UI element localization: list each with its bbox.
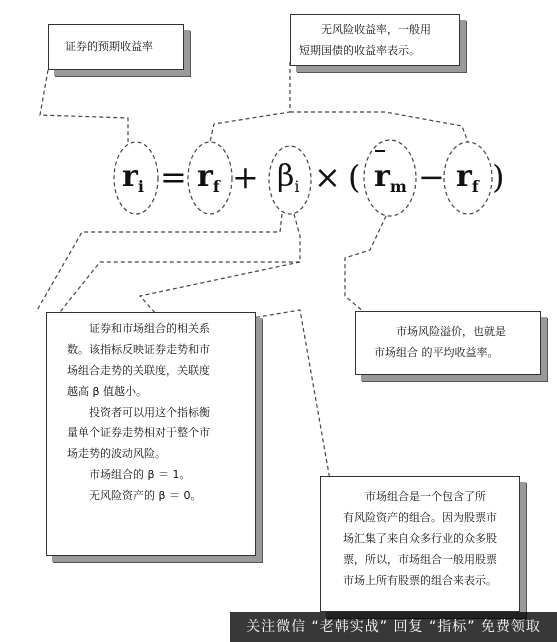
beta-p2-l2: 量单个证券走势相对于整个市 [67,426,210,440]
expected-return-label: 证券的预期收益率 [65,40,153,53]
market-line-3: 场汇集了来自众多行业的众多股 [343,531,497,545]
formula-r-m: $r_m$ [374,159,407,196]
formula-right-paren: ) [492,158,505,196]
market-line-1: 市场组合是一个包含了所 [365,490,486,503]
beta-line-3: 市场组合的 β ＝ 1。 [89,468,191,482]
formula-r-i: $r_i$ [122,159,144,196]
beta-p1-l4: 越高 β 值越小。 [67,384,148,398]
beta-p1-l1: 证券和市场组合的相关系 [89,322,210,335]
formula-r-f: $r_f$ [197,159,220,196]
market-portfolio-box [320,476,520,612]
formula-minus: − [418,158,445,196]
beta-box [46,312,256,556]
premium-line-2: 市场组合 的平均收益率。 [374,345,499,359]
expected-return-box [48,24,184,70]
formula-mean-bar [375,150,385,152]
watermark-banner: 关注微信 “老韩实战” 回复 “指标” 免费领取 [230,612,557,642]
beta-p2-l1: 投资者可以用这个指标衡 [89,405,210,419]
formula-plus: + [232,158,259,196]
premium-line-1: 市场风险溢价，也就是 [396,325,506,338]
market-premium-box [355,311,541,375]
formula-times: × [314,158,341,196]
formula-beta-i: $\beta_i$ [277,159,300,196]
market-line-2: 有风险资产的组合。因为股票市 [343,510,497,524]
beta-p1-l3: 场组合走势的关联度，关联度 [67,363,210,377]
beta-p1-l2: 数。该指标反映证券走势和市 [67,342,210,356]
risk-free-line-1: 无风险收益率，一般用 [321,23,431,36]
beta-line-4: 无风险资产的 β ＝ 0。 [89,489,202,503]
formula-equals: = [160,158,187,196]
formula-r-f-2: $r_f$ [456,159,479,196]
market-line-4: 票，所以，市场组合一般用股票 [343,552,497,566]
beta-p2-l3: 场走势的波动风险。 [67,447,166,461]
formula-left-paren: ( [348,158,361,196]
market-line-5: 市场上所有股票的组合来表示。 [343,573,497,587]
risk-free-line-2: 短期国债的收益率表示。 [299,43,420,57]
risk-free-box [290,14,460,66]
